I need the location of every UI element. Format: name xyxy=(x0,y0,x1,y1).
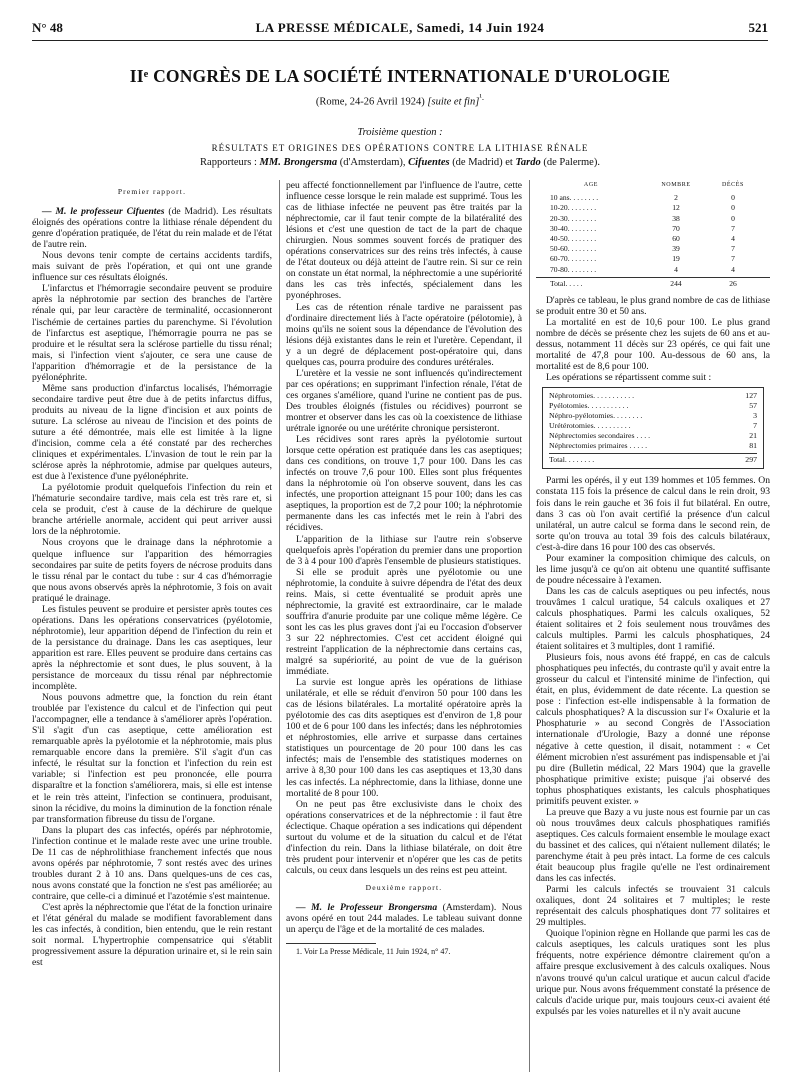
paragraph: L'uretère et la vessie ne sont influencés qu'indirectement par ces opérations; en supprimant l'infection rénale, l'état de ces organes s'améliore, quand l'urine ne contient pas de pus. Des troubles éloignés (fistules ou récidives) pourront se montrer et observer dans les cas où la coexistence de lithiase urétrale ignorée ou une urétérite chronique persisteront. xyxy=(286,367,522,435)
table-row xyxy=(549,431,757,441)
paragraph: Les opérations se répartissent comme suit : xyxy=(546,372,712,384)
table-row xyxy=(549,391,757,401)
text-column-1 xyxy=(32,180,272,1076)
reporters-line xyxy=(0,157,800,168)
paragraph-text: (Amsterdam). Nous avons opéré en tout 244 malades. Le tableau suivant donne un aperçu de l'âge et de la mortalité de ces malades. xyxy=(286,902,522,936)
table-cell: 81 xyxy=(749,441,757,451)
table-cell: Néphrectomies primaires . . . . . xyxy=(549,441,648,451)
paragraph: On ne peut pas être exclusiviste dans le choix des opérations conservatrices et de la néphrectomie : il faut être éclectique. Chaque opération a ses indications qui dépendent surtout du volume et de la situation du calcul et de l'état d'infection du rein. Dans la lithiase bilatérale, on doit être très prudent pour intervenir et n'opérer que les cas de petits calculs, ou ceux dans lesquels un des reins est peu atteint. xyxy=(286,798,522,876)
paragraph: Nous devons tenir compte de certains accidents tardifs, mais suivant de près l'opération, et qui ont une grande influence sur ces résultats éloignés. xyxy=(32,250,272,284)
table-header-cell: DÉCÈS xyxy=(721,182,744,188)
table-total-row xyxy=(549,453,757,465)
table-cell: 26 xyxy=(729,278,737,288)
issue-number: N° 48 xyxy=(32,20,63,35)
reporter-name: MM. Brongersma xyxy=(259,157,338,168)
paragraph: Nous pouvons admettre que, la fonction du rein étant troublée par l'existence du calcul et de l'infection qui peut l'accompagner, elle a tendance à s'améliorer après l'opération. S'il s'agit d'un cas aseptique, cette amélioration est remarquable après la pyélotomie et la néphrotomie, mais plus remarquable encore dans la première. S'il s'agit d'un cas infecté, le résultat sur la fonction et l'infection du rein est variable; si l'infection est peu prononcée, elle pourra disparaître et la fonction s'améliorera, mais, si elle est intense et le rein très atteint, l'infection se continuera, produisant, sinon la récidive, du moins la diminution de la fonction rénale par transformation fibreuse du tissu de l'organe. xyxy=(32,692,272,825)
article-title: IIᵉ CONGRÈS DE LA SOCIÉTÉ INTERNATIONALE D'UROLOGIE xyxy=(129,66,671,86)
paragraph: Nous croyons que le drainage dans la néphrotomie a quelque influence sur l'apparition des hémorragies secondaires par suite de petits foyers de nécrose produits dans le tissu rénal par le contact du tube : sur 4 cas d'hémorragie que nous avons observés après la néphrotomie, 3 fois on avait pratiqué le drainage. xyxy=(32,537,272,604)
paragraph: Si elle se produit après une pyélotomie ou une néphrotomie, la conduite à suivre dépendra de l'état des deux reins. Mais, si cette éventualité se produit après une néphrectomie, la gravité est extraordinaire, car le malade souffrira d'anurie produite par une colique même légère. Ce sont les cas les plus graves dont j'ai eu l'occasion d'observer 3 sur 22 néphrectomies. C'est cet accident éloigné qui restreint l'application de la néphrectomie dans certains cas, malgré sa supériorité, au point de vue de la guérison immédiate. xyxy=(286,566,522,678)
footnote: 1. Voir La Presse Médicale, 11 Juin 1924, n° 47. xyxy=(296,947,451,957)
table-cell: 30-40. . . . . . . . xyxy=(550,223,597,233)
reporters-prefix: Rapporteurs : xyxy=(200,157,260,168)
text-column-3 xyxy=(536,180,770,1076)
paragraph: Quoique l'opinion règne en Hollande que parmi les cas de calculs aseptiques, les calculs uratiques sont les plus fréquents, notre expérience démontre clairement qu'on a affaire presque exclusivement à des calculs oxaliques. Nous n'avons trouvé qu'un calcul uratique et aucun calcul d'acide urique pur. Nous avons fréquemment constaté la présence de calculs d'acide urique pur, mais toujours ceux-ci avaient été expulsés par les voies naturelles et il n'y avait aucune xyxy=(536,928,770,1017)
table-cell: 60-70. . . . . . . . xyxy=(550,254,597,264)
table-cell: Néphrotomies. . . . . . . . . . . xyxy=(549,391,635,401)
table-row xyxy=(549,401,757,411)
table-row xyxy=(536,203,770,213)
paragraph xyxy=(286,902,522,935)
article-subtitle xyxy=(0,92,800,108)
text-column-2 xyxy=(286,180,522,1076)
speaker-name: — M. le Professeur Brongersma xyxy=(296,902,438,913)
footnote-mark: ¹. xyxy=(479,92,485,102)
table-cell: 19 xyxy=(672,254,680,264)
paragraph: L'apparition de la lithiase sur l'autre rein s'observe quelquefois après l'opération du premier dans une proportion de 3 à 4 pour 100 d'après l'ensemble de plusieurs statistiques. xyxy=(286,533,522,567)
paragraph xyxy=(32,206,272,250)
report-heading: Premier rapport. xyxy=(117,187,187,196)
table-cell: Néphro-pyélotomies. . . . . . . . xyxy=(549,411,643,421)
age-mortality-table xyxy=(536,180,770,289)
table-cell: Total. . . . . xyxy=(550,278,583,288)
reporter-origin: (d'Amsterdam), xyxy=(337,157,409,168)
table-cell: 4 xyxy=(731,264,735,274)
congress-place: (Rome, 24-26 Avril 1924) xyxy=(315,96,425,108)
table-row xyxy=(536,265,770,275)
table-cell: 0 xyxy=(731,213,735,223)
page-number: 521 xyxy=(748,20,768,35)
reporter-name: Cifuentes xyxy=(408,157,450,168)
paragraph: Les cas de rétention rénale tardive ne paraissent pas d'ordinaire directement liés à l'acte opératoire (pélotomie), à moins qu'ils ne soient sous la dépendance de l'évolution des lésions déjà existantes dans le rein et l'uretère. Cependant, il y a un degré de déplacement post-opératoire qui, dans quelques cas, pourra produire des condures urétérales. xyxy=(286,301,522,368)
table-row xyxy=(536,234,770,244)
table-cell: 4 xyxy=(674,264,678,274)
table-total-row xyxy=(536,277,770,289)
paragraph: Dans les cas de calculs aseptiques ou peu infectés, nous trouvâmes 1 calcul uratique, 54 calculs oxaliques et 27 calculs phosphatiques. Parmi les calculs oxaliques, 52 étaient solitaires et 2 fois seulement nous trouvâmes des calculs multiples. Parmi les calculs phosphatiques, 24 étaient solitaires et 3 multiples, dont 1 ramifié. xyxy=(536,585,770,653)
table-cell: 60 xyxy=(672,234,680,244)
table-cell: 7 xyxy=(731,244,735,254)
question-heading: Troisième question : xyxy=(357,127,443,138)
table-row xyxy=(536,193,770,203)
report-heading: Deuxième rapport. xyxy=(365,882,443,892)
table-cell: Total. . . . . . . . xyxy=(549,455,595,465)
paragraph: Les fistules peuvent se produire et persister après toutes ces opérations. Dans les opérations conservatrices (pyélotomie, néphrotomie), leur apparition dépend de l'infection du rein et de la persistance du drainage. Dans les cas aseptiques, leur apparition est rare. Elles peuvent se produire dans certains cas après la néphrectomie et sont dues, le plus souvent, à la persistance de morceaux du tissu rénal par néphrectomie incomplète. xyxy=(32,603,272,693)
speaker-name: — M. le professeur Cifuentes xyxy=(42,206,165,218)
paragraph: peu affecté fonctionnellement par l'influence de l'autre, cette influence cesse lorsque le rein malade est supprimé. Tous les cas de lithiase infectée ne peuvent pas être traités par la néphrectomie, car il faut tenir compte de la bilatéralité des lésions et c'est une question de tact de la part de chaque chirurgien. Nous sommes souvent forcés de pratiquer des opérations conservatrices sur des reins très infectés, à cause de l'état douteux ou déjà atteint de l'autre rein. Si sur ce rein on constate un état normal, la néphrectomie a une supériorité dans les cas très infectés, spécialement dans les pyonéphroses. xyxy=(286,180,522,302)
paragraph: La pyélotomie produit quelquefois l'infection du rein et l'hématurie secondaire tardive, mais cela est très rare et, si cela se produit, c'est à cause de la déchirure de quelque branche artérielle anormale, accident qui peut arriver aussi lors de la néphrotomie. xyxy=(32,482,272,538)
reporter-name: Tardo xyxy=(515,157,541,168)
paragraph-text: (de Madrid). Les résultats éloignés des opérations contre la lithiase rénale dépendent du genre d'opération pratiquée, de l'état du rein malade et de l'état de l'autre rein. xyxy=(32,206,272,251)
table-header-row xyxy=(536,180,770,190)
paragraph: Parmi les opérés, il y eut 139 hommes et 105 femmes. On constata 115 fois la présence de calcul dans le rein droit, 93 fois dans le rein gauche et 36 fois il fut bilatéral. En outre, dans 3 cas où l'on avait certifié la présence d'un calcul unilatéral, un autre calcul se forma dans le second rein, de sorte qu'on trouva au total 39 fois des calculs bilatéraux, c'est-à-dire dans 16 pour 100 des cas observés. xyxy=(536,475,770,553)
table-cell: 7 xyxy=(731,254,735,264)
table-cell: 4 xyxy=(731,234,735,244)
table-header-cell: AGE xyxy=(583,182,599,188)
table-cell: 38 xyxy=(672,213,680,223)
paragraph: La mortalité en est de 10,6 pour 100. Le plus grand nombre de décès se présente chez les sujets de 60 ans et au-dessus, notamment 11 décès sur 23 opérés, ce qui fait une mortalité de 47,8 pour 100. Au-dessous de 60 ans, la mortalité est de 8,6 pour 100. xyxy=(536,317,770,373)
paragraph: C'est après la néphrectomie que l'état de la fonction urinaire et l'état général du malade se modifient favorablement dans les cas infectés, à condition, bien entendu, que le rein restant soit normal. L'hypertrophie compensatrice qui s'établit progressivement assure la dépuration urinaire et, si le rein sain est xyxy=(32,902,272,969)
table-cell: 20-30. . . . . . . . xyxy=(550,213,597,223)
table-row xyxy=(536,244,770,254)
table-row xyxy=(549,421,757,431)
paragraph: Pour examiner la composition chimique des calculs, on les lime jusqu'à ce qu'on ait obtenu une quantité suffisante de poudre nécessaire à l'examen. xyxy=(536,552,770,586)
footnote-rule xyxy=(286,943,376,944)
journal-title: LA PRESSE MÉDICALE, Samedi, 14 Juin 1924 xyxy=(255,20,545,35)
question-subject: RÉSULTATS ET ORIGINES DES OPÉRATIONS CONTRE LA LITHIASE RÉNALE xyxy=(211,143,589,153)
table-cell: 3 xyxy=(753,411,757,421)
table-cell: 0 xyxy=(731,193,735,203)
table-cell: 50-60. . . . . . . . xyxy=(550,244,597,254)
table-cell: 70 xyxy=(672,223,680,233)
paragraph: Parmi les calculs infectés se trouvaient 31 calculs oxaliques, dont 24 solitaires et 7 multiples; le reste représentait des calculs phosphatiques dont 77 solitaires et 29 multiples. xyxy=(536,884,770,929)
table-cell: 127 xyxy=(745,391,757,401)
continuation-note: [suite et fin] xyxy=(427,96,480,108)
table-row xyxy=(536,254,770,264)
reporter-origin: (de Madrid) et xyxy=(449,157,516,168)
table-row xyxy=(536,214,770,224)
table-cell: 244 xyxy=(670,278,682,288)
table-cell: 21 xyxy=(749,431,757,441)
header-rule xyxy=(32,40,768,41)
table-row xyxy=(549,411,757,421)
table-cell: 0 xyxy=(731,203,735,213)
table-cell: 7 xyxy=(753,421,757,431)
table-cell: 39 xyxy=(672,244,680,254)
table-cell: 57 xyxy=(749,401,757,411)
table-cell: 40-50. . . . . . . . xyxy=(550,234,597,244)
paragraph: Même sans production d'infarctus localisés, l'hémorragie secondaire tardive peut être due à de petits infarctus diffus, produits au niveau de la ligne d'incision et aux points de suture. La sclérose au niveau de l'incision et des points de suture a été démontrée, mais elle est limitée à la ligne d'incision, comme cela a été constaté par des recherches cliniques et expérimentales. L'invasion de tout le rein par la sclérose après la néphrotomie, admise par quelques auteurs, est due à l'existence d'une pyélonéphrite. xyxy=(32,382,272,483)
paragraph: D'après ce tableau, le plus grand nombre de cas de lithiase se produit entre 30 et 50 ans. xyxy=(536,295,770,318)
table-cell: 297 xyxy=(745,455,757,465)
table-cell: Urétérotomies. . . . . . . . . . xyxy=(549,421,631,431)
table-cell: 12 xyxy=(672,203,680,213)
paragraph: L'infarctus et l'hémorragie secondaire peuvent se produire après la néphrotomie par section des branches de l'artère rénale qui, par leur caractère de terminalité, occasionneront l'ischémie de certaines parties du parenchyme. Si l'évolution de l'infarctus est aseptique, l'hémorragie pourra ne pas se produire et le résultat sera la sclérose partielle du tissu rénal; mais, si l'infection vient s'ajouter, ce sera une cause de l'apparition d'hémorragie et de la persistance de la pyélonéphrite. xyxy=(32,283,272,383)
paragraph: La preuve que Bazy a vu juste nous est fournie par un cas où nous trouvâmes deux calculs phosphatiques ramifiés aseptiques. Ces calculs formaient ensemble le moulage exact du bassinet et des calices, qui n'étaient nullement dilatés; le parenchyme était à peu près intact. La forme de ces calculs était beaucoup plus fragile qu'elle ne l'est ordinairement dans les cas infectés. xyxy=(536,806,770,885)
table-cell: Pyélotomies. . . . . . . . . . . xyxy=(549,401,629,411)
column-divider xyxy=(279,180,280,1072)
paragraph: Plusieurs fois, nous avons été frappé, en cas de calculs phosphatiques peu infectés, du contraste qu'il y avait entre la grosseur du calcul et l'intensité minime de l'infection, qui était, en plus, évidemment de date récente. La question se pose : l'infection est-elle indispensable à la formation de calculs phosphatiques? A la discussion sur l'« Oxalurie et la Phosphaturie » au second Congrès de l'Association internationale d'Urologie, Bazy a donné une réponse négative à cette question, il disait, notamment : « Cet élément microbien n'est assurément pas indispensable et j'ai pu dire (Bulletin médical, 22 Mars 1904) que la gravelle phosphatique primitive existe; puisque j'ai observé des tophus phosphatiques existants, les calculs phosphatiques primitifs peuvent exister. » xyxy=(536,652,770,807)
column-divider xyxy=(529,180,530,1072)
table-cell: Néphrectomies secondaires . . . . xyxy=(549,431,651,441)
table-cell: 70-80. . . . . . . . xyxy=(550,264,597,274)
paragraph: Les récidives sont rares après la pyélotomie surtout lorsque cette opération est pratiquée dans les cas aseptiques; dans ces conditions, on trouve 1,7 pour 100. Dans les cas infectés on trouve 7,6 pour 100. Elles sont plus fréquentes dans la néphrotomie où l'on observe souvent, dans les cas infectés, une proportion atteignant 15 pour 100; dans les cas aseptiques, la proportion est de 7,2 pour 100; la néphrotomie permanente dans les cas infectés met le rein à l'abri des récidives. xyxy=(286,434,522,534)
table-cell: 7 xyxy=(731,223,735,233)
running-head xyxy=(32,20,768,38)
operations-table xyxy=(542,387,764,469)
paragraph: Dans la plupart des cas infectés, opérés par néphrotomie, l'infection continue et le malade reste avec une urine trouble. De 11 cas de néphrolithiase franchement infectés que nous avons opérés par néphrotomie, 7 sont restés avec des urines troubles durant 2 à 10 ans. Dans quelques-uns de ces cas, nous avons constaté que la fonction ne s'est pas améliorée; au contraire, que celle-ci a diminué et l'azotémie s'est maintenue. xyxy=(32,824,272,902)
table-row xyxy=(536,224,770,234)
paragraph: La survie est longue après les opérations de lithiase unilatérale, et elle se réduit d'environ 50 pour 100 dans les cas de lésions bilatérales. La mortalité opératoire après la pyélotomie des cas dits aseptiques est d'environ de 1,8 pour 100 et de 6 pour 100 dans les infectés; dans les néphrotomies et néphrostomies, elle arrive et surpasse dans certaines statistiques un pourcentage de 20 pour 100 dans les cas infectés; mais de l'ensemble des statistiques modernes on arrive à 8,30 pour 100 dans les cas aseptiques et 13,30 dans les cas infectés. La néphrectomie, dans la lithiase, donne une mortalité de 8 pour 100. xyxy=(286,677,522,799)
reporter-origin: (de Palerme). xyxy=(540,157,600,168)
table-row xyxy=(549,441,757,451)
table-cell: 10-20. . . . . . . . xyxy=(550,203,597,213)
table-header-cell: NOMBRE xyxy=(661,182,691,188)
table-cell: 2 xyxy=(674,193,678,203)
table-cell: 10 ans. . . . . . . . xyxy=(550,193,599,203)
